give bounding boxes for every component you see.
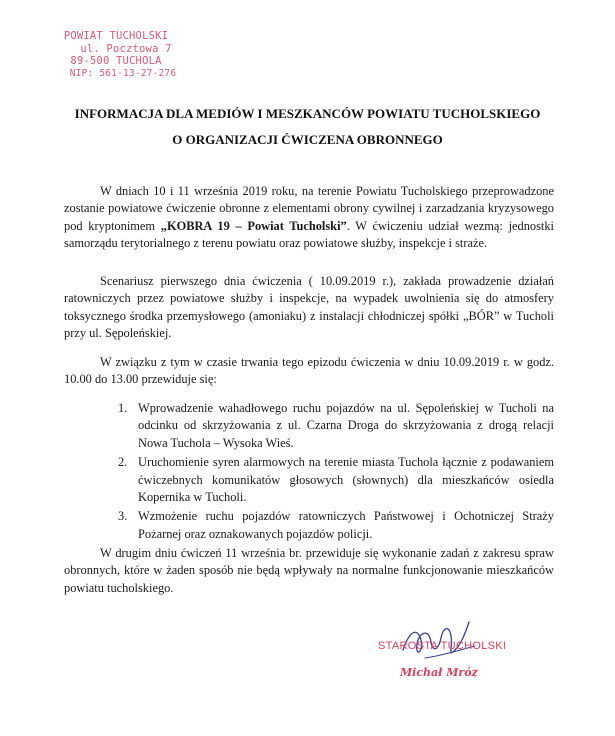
list-item xyxy=(108,400,554,452)
document-subtitle: O ORGANIZACJI ĆWICZENA OBRONNEGO xyxy=(172,132,443,147)
stamp-line-office: POWIAT TUCHOLSKI xyxy=(63,30,169,42)
list-item-number: 2. xyxy=(118,455,128,470)
stamp-line-street: ul. Pocztowa 7 xyxy=(80,42,172,55)
exercise-codename: „KOBRA 19 – Powiat Tucholski” xyxy=(160,218,347,233)
list-item xyxy=(108,454,554,506)
paragraph-second-day xyxy=(64,545,554,597)
paragraph-schedule-text: W związku z tym w czasie trwania tego epizodu ćwiczenia w dniu 10.09.2019 r. w godz. 10.00 do 13.00 przewiduje się: xyxy=(64,355,554,387)
list-item-text: Wzmożenie ruchu pojazdów ratowniczych Państwowej i Ochotniczej Straży Pożarnej oraz oznakowanych pojazdów policji. xyxy=(138,509,554,541)
paragraph-intro-after: . W ćwiczeniu udział wezmą: jednostki samorządu terytorialnego z terenu powiatu oraz powiatowe służby, inspekcje i straże. xyxy=(64,218,554,251)
list-item-number: 1. xyxy=(118,401,128,415)
signature-name: Michał Mróz xyxy=(400,666,478,679)
list-item xyxy=(108,508,554,543)
paragraph-second-day-text: W drugim dniu ćwiczeń 11 września br. przewiduje się wykonanie zadań z zakresu spraw obronnych, które w żaden sposób nie będą wpływały na normalne funkcjonowanie mieszkańców powiatu tucholskiego. xyxy=(64,546,554,595)
document-title: INFORMACJA DLA MEDIÓW I MESZKANCÓW POWIATU TUCHOLSKIEGO xyxy=(74,106,541,121)
signature-title: STAROSTA TUCHOLSKI xyxy=(378,640,507,652)
paragraph-scenario xyxy=(64,273,554,343)
paragraph-schedule xyxy=(64,354,554,389)
stamp-line-city: 89-500 TUCHOLA xyxy=(70,55,162,67)
signature-stamp xyxy=(378,640,528,679)
list-item-text: Wprowadzenie wahadłowego ruchu pojazdów na ul. Sępoleńskiej w Tucholi na odcinku od skrzyżowania z ul. Czarna Droga do skrzyżowania z drogą relacji Nowa Tuchola – Wysoka Wieś. xyxy=(138,401,554,450)
paragraph-scenario-text: Scenariusz pierwszego dnia ćwiczenia ( 10.09.2019 r.), zakłada prowadzenie działań ratowniczych przez powiatowe służby i inspekcje, na wypadek uwolnienia się do atmosfery toksycznego środka przemysłowego (amoniaku) z instalacji chłodniczej spółki „BÓR” w Tucholi przy ul. Sępoleńskiej. xyxy=(64,274,554,341)
paragraph-intro xyxy=(64,183,554,253)
paragraph-intro-before: W dniach 10 i 11 września 2019 roku, na terenie Powiatu Tucholskiego przeprowadzone zostanie powiatowe ćwiczenie obronne z elementami obrony cywilnej i zarzadzania kryzysowego pod kryptonimem xyxy=(64,184,554,233)
office-stamp xyxy=(36,30,196,80)
measures-list xyxy=(108,400,554,543)
list-item-text: Uruchomienie syren alarmowych na terenie miasta Tuchola łącznie z podawaniem ćwiczebnych komunikatów głosowych (słownych) dla mieszkańców osiedla Kopernika w Tucholi. xyxy=(138,455,554,505)
stamp-line-nip: NIP: 561-13-27-276 xyxy=(69,67,177,79)
list-item-number: 3. xyxy=(118,509,128,524)
